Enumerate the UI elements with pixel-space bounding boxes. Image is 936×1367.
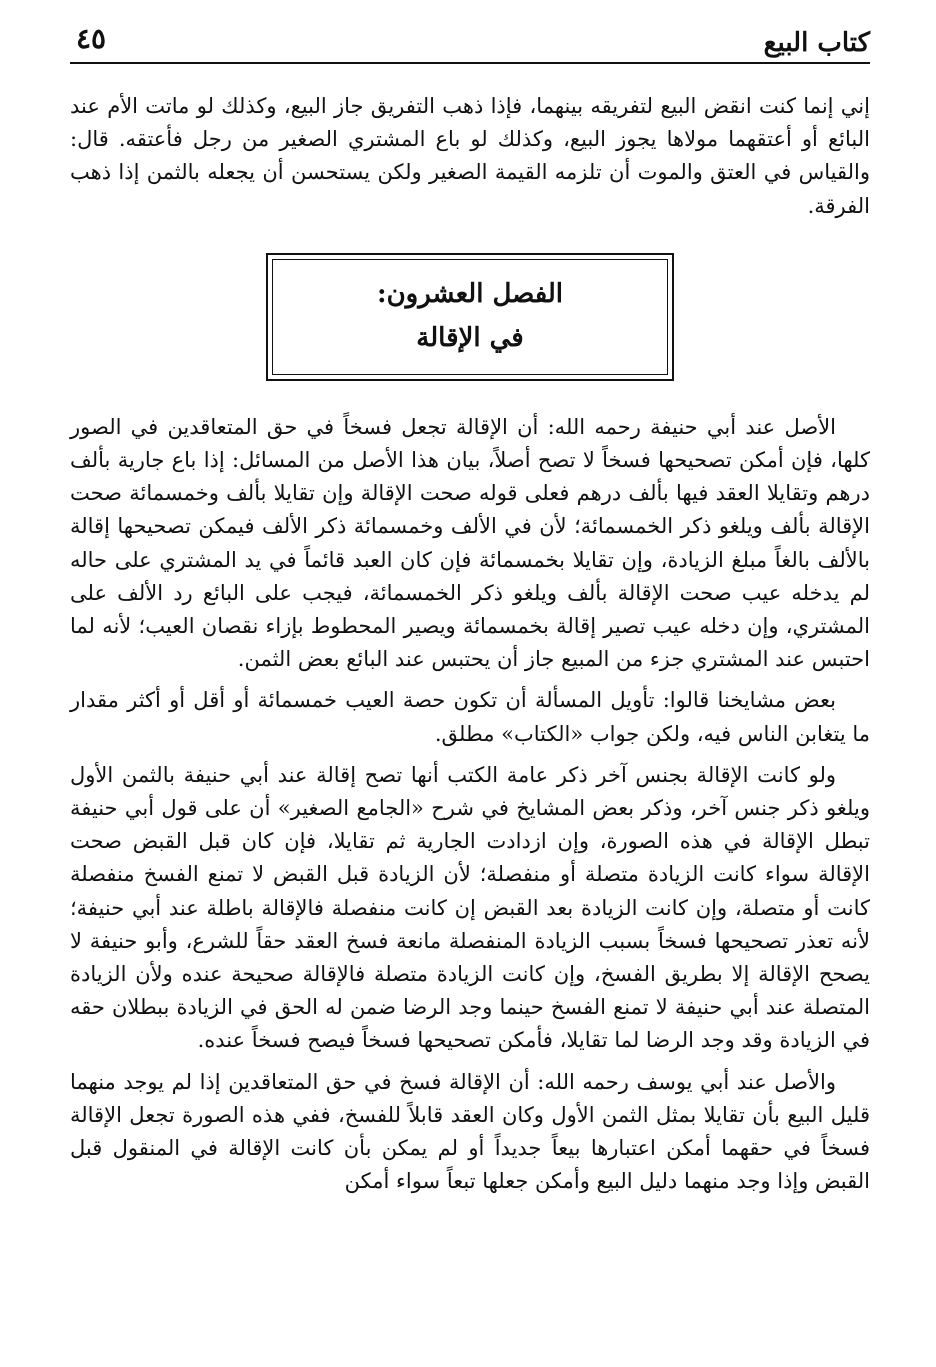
- chapter-heading-frame: [266, 253, 674, 381]
- paragraph-shaykhs-interpretation: بعض مشايخنا قالوا: تأويل المسألة أن تكون حصة العيب خمسمائة أو أقل أو أكثر مقدار ما يتغابن الناس فيه، ولكن جواب «الكتاب» مطلق.: [70, 688, 870, 746]
- chapter-heading: [272, 259, 668, 375]
- running-title: كتاب البيع: [763, 28, 870, 58]
- running-header: [70, 18, 870, 64]
- book-page: [70, 18, 870, 1348]
- page-number: ٤٥: [76, 22, 107, 55]
- chapter-title: في الإقالة: [416, 322, 524, 353]
- paragraph-abu-yusuf-principle: والأصل عند أبي يوسف رحمه الله: أن الإقالة فسخ في حق المتعاقدين إذا لم يوجد منهما قليل البيع بأن تقايلا بمثل الثمن الأول وكان العقد قابلاً للفسخ، ففي هذه الصورة تجعل الإقالة فسخاً في حقهما أمكن اعتبارها بيعاً جديداً أو لم يمكن بأن كانت الإقالة في المنقول قبل القبض وإذا وجد منهما دليل البيع وأمكن جعلها تبعاً سواء أمكن: [70, 1069, 870, 1194]
- page-body: [70, 90, 870, 1198]
- intro-paragraph: إني إنما كنت انقض البيع لتفريقه بينهما، فإذا ذهب التفريق جاز البيع، وكذلك لو ماتت الأم عند البائع أو أعتقهما مولاها يجوز البيع، وكذلك لو باع المشتري الصغير من رجل فأعتقه. قال: والقياس في العتق والموت أن تلزمه القيمة الصغير ولكن يستحسن أن يجعله بالثمن إذا ذهب الفرقة.: [70, 94, 870, 218]
- paragraph-other-currency: ولو كانت الإقالة بجنس آخر ذكر عامة الكتب أنها تصح إقالة عند أبي حنيفة بالثمن الأول ويلغو ذكر جنس آخر، وذكر بعض المشايخ في شرح «الجامع الصغير» أن على قول أبي حنيفة تبطل الإقالة في هذه الصورة، وإن ازدادت الجارية ثم تقايلا، فإن كان قبل القبض صحت الإقالة سواء كانت الزيادة متصلة أو منفصلة؛ لأن الزيادة قبل القبض لا تمنع الفسخ منفصلة كانت أو متصلة، وإن كانت الزيادة بعد القبض إن كانت منفصلة فالإقالة باطلة عند أبي حنيفة؛ لأنه تعذر تصحيحها فسخاً بسبب الزيادة المنفصلة مانعة فسخ العقد حقاً للشرع، وأبو حنيفة لا يصحح الإقالة إلا بطريق الفسخ، وإن كانت الزيادة متصلة فالإقالة صحيحة عنده ولأن الزيادة المتصلة عند أبي حنيفة لا تمنع الفسخ حينما وجد الرضا ضمن له الحق في الزيادة ببطلان حقه في الزيادة وقد وجد الرضا لما تقايلا، فأمكن تصحيحها فسخاً فيصح فسخاً عنده.: [70, 762, 870, 1053]
- chapter-number: الفصل العشرون:: [376, 278, 564, 309]
- paragraph-abu-hanifa-principle: الأصل عند أبي حنيفة رحمه الله: أن الإقالة تجعل فسخاً في حق المتعاقدين في الصور كلها، فإن أمكن تصحيحها فسخاً لا تصح أصلاً، بيان هذا الأصل من المسائل: إذا باع جارية بألف درهم وتقايلا العقد فيها بألف درهم فعلى قوله صحت الإقالة وإن تقايلا بألف وخمسمائة صحت الإقالة بألف ويلغو ذكر الخمسمائة؛ لأن في الألف وخمسمائة ذكر الألف فيمكن تصحيحها إقالة بالألف بالغاً مبلغ الزيادة، وإن تقايلا بخمسمائة فإن كان العبد قائماً في يد المشتري على حاله لم يدخله عيب صحت الإقالة بألف ويلغو ذكر الخمسمائة، فيجب على البائع رد الألف على المشتري، وإن دخله عيب تصير إقالة بخمسمائة ويصير المحطوط بإزاء نقصان العيب؛ لأنه لما احتبس عند المشتري جزء من المبيع جاز أن يحتبس عند البائع بعض الثمن.: [70, 414, 870, 672]
